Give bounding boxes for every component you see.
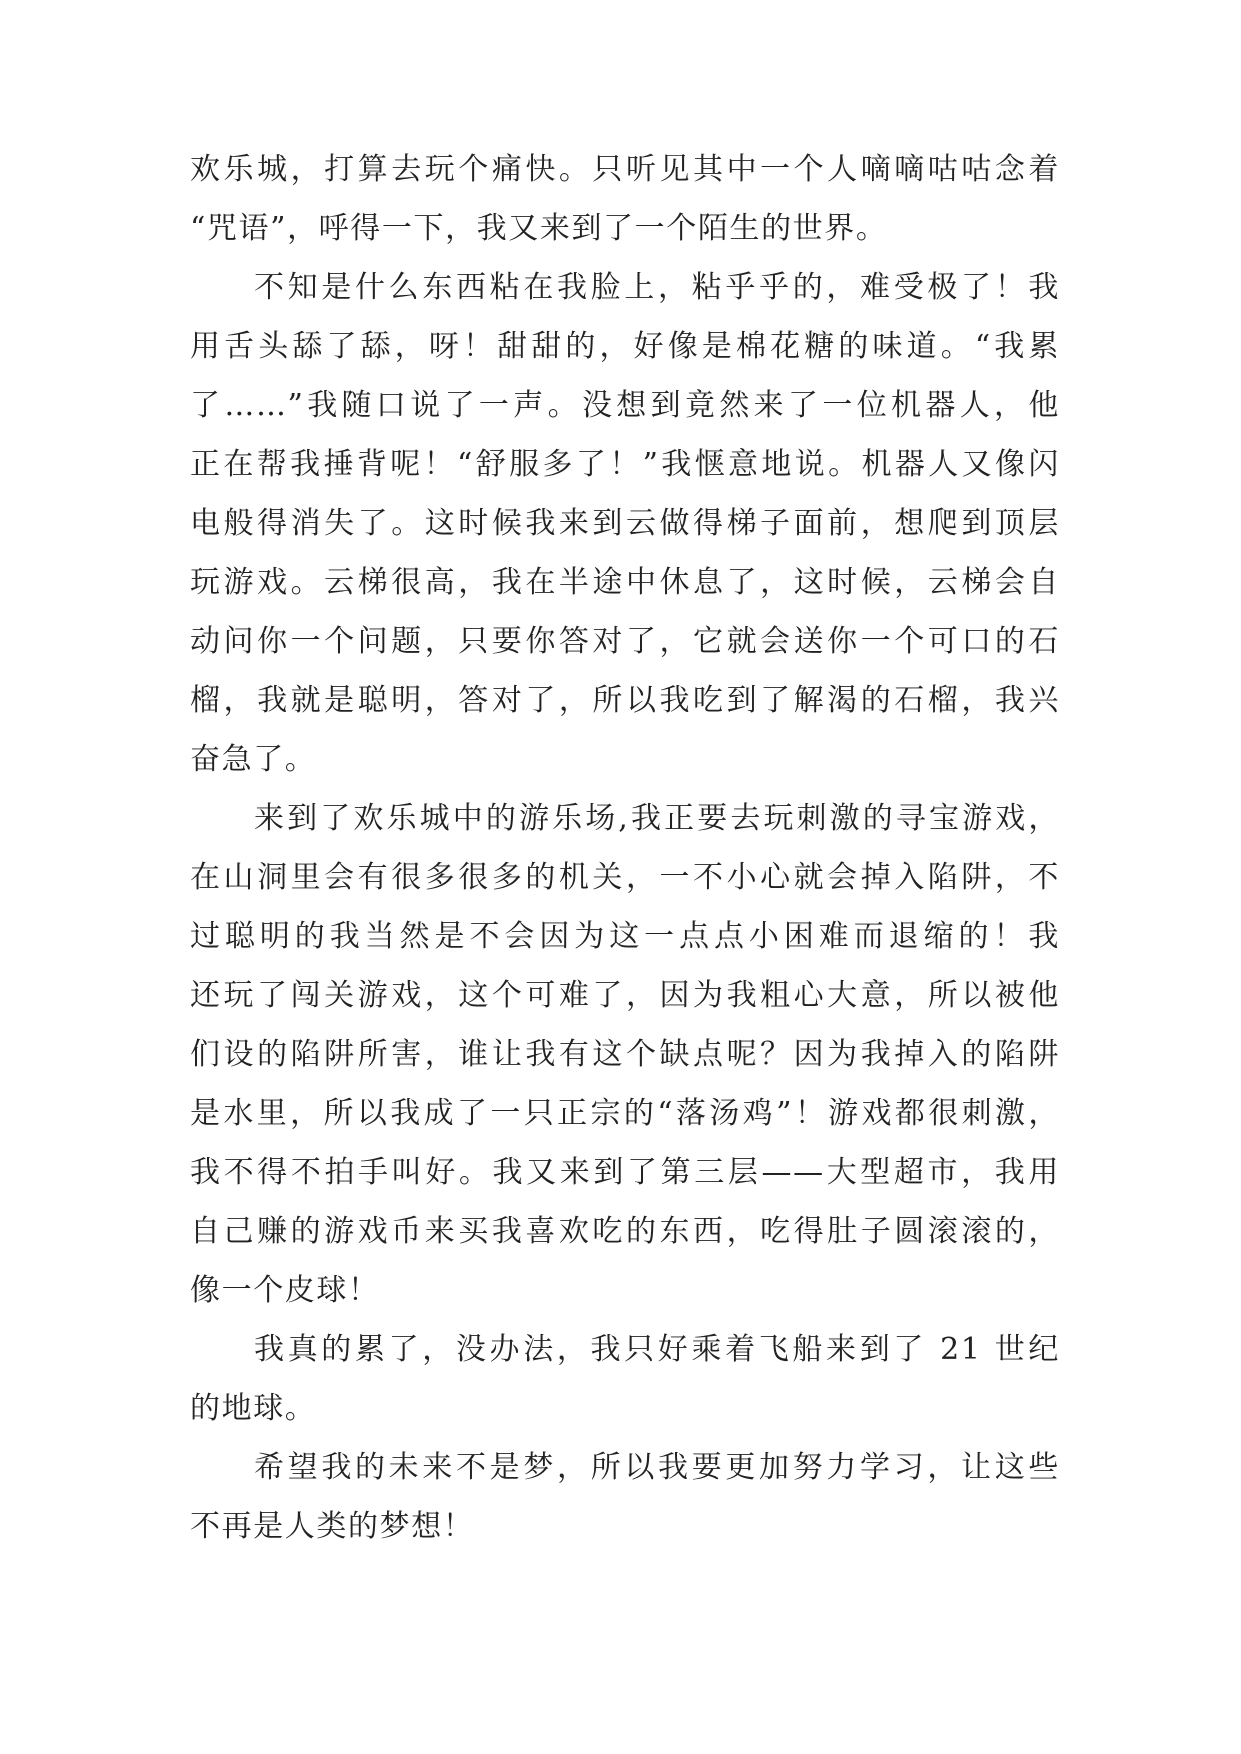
- text-line: 还玩了闯关游戏，这个可难了，因为我粗心大意，所以被他: [190, 978, 1060, 1013]
- text-line: 自己赚的游戏币来买我喜欢吃的东西，吃得肚子圆滚滚的，: [190, 1214, 1060, 1249]
- paragraph-first-line: 来到了欢乐城中的游乐场,我正要去玩刺激的寻宝游戏，: [254, 801, 1060, 836]
- text-line: 正在帮我捶背呢！“舒服多了！”我惬意地说。机器人又像闪: [190, 447, 1060, 482]
- text-line: 的地球。: [190, 1391, 317, 1426]
- document-page: [190, 140, 1060, 1556]
- text-line: 动问你一个问题，只要你答对了，它就会送你一个可口的石: [190, 624, 1060, 659]
- document-body: [190, 140, 1060, 1556]
- text-line: 了……”我随口说了一声。没想到竟然来了一位机器人，他: [190, 388, 1060, 423]
- text-line: 们设的陷阱所害，谁让我有这个缺点呢？因为我掉入的陷阱: [190, 1037, 1060, 1072]
- text-line: “咒语”，呼得一下，我又来到了一个陌生的世界。: [190, 211, 888, 246]
- text-line: 电般得消失了。这时候我来到云做得梯子面前，想爬到顶层: [190, 506, 1060, 541]
- text-line: 榴，我就是聪明，答对了，所以我吃到了解渴的石榴，我兴: [190, 683, 1060, 718]
- paragraph-first-line: 希望我的未来不是梦，所以我要更加努力学习，让这些: [254, 1450, 1060, 1485]
- text-line: 我不得不拍手叫好。我又来到了第三层——大型超市，我用: [190, 1155, 1060, 1190]
- text-line: 奋急了。: [190, 742, 317, 777]
- text-line: 用舌头舔了舔，呀！甜甜的，好像是棉花糖的味道。“我累: [190, 329, 1060, 364]
- text-line: 不再是人类的梦想！: [190, 1509, 475, 1544]
- paragraph-first-line: 我真的累了，没办法，我只好乘着飞船来到了 21 世纪: [254, 1332, 1060, 1367]
- text-line: 在山洞里会有很多很多的机关，一不小心就会掉入陷阱，不: [190, 860, 1060, 895]
- text-line: 过聪明的我当然是不会因为这一点点小困难而退缩的！我: [190, 919, 1060, 954]
- text-line: 玩游戏。云梯很高，我在半途中休息了，这时候，云梯会自: [190, 565, 1060, 600]
- text-line: 欢乐城，打算去玩个痛快。只听见其中一个人嘀嘀咕咕念着: [190, 152, 1060, 187]
- text-line: 是水里，所以我成了一只正宗的“落汤鸡”！游戏都很刺激，: [190, 1096, 1060, 1131]
- paragraph-first-line: 不知是什么东西粘在我脸上，粘乎乎的，难受极了！我: [254, 270, 1060, 305]
- text-line: 像一个皮球！: [190, 1273, 380, 1308]
